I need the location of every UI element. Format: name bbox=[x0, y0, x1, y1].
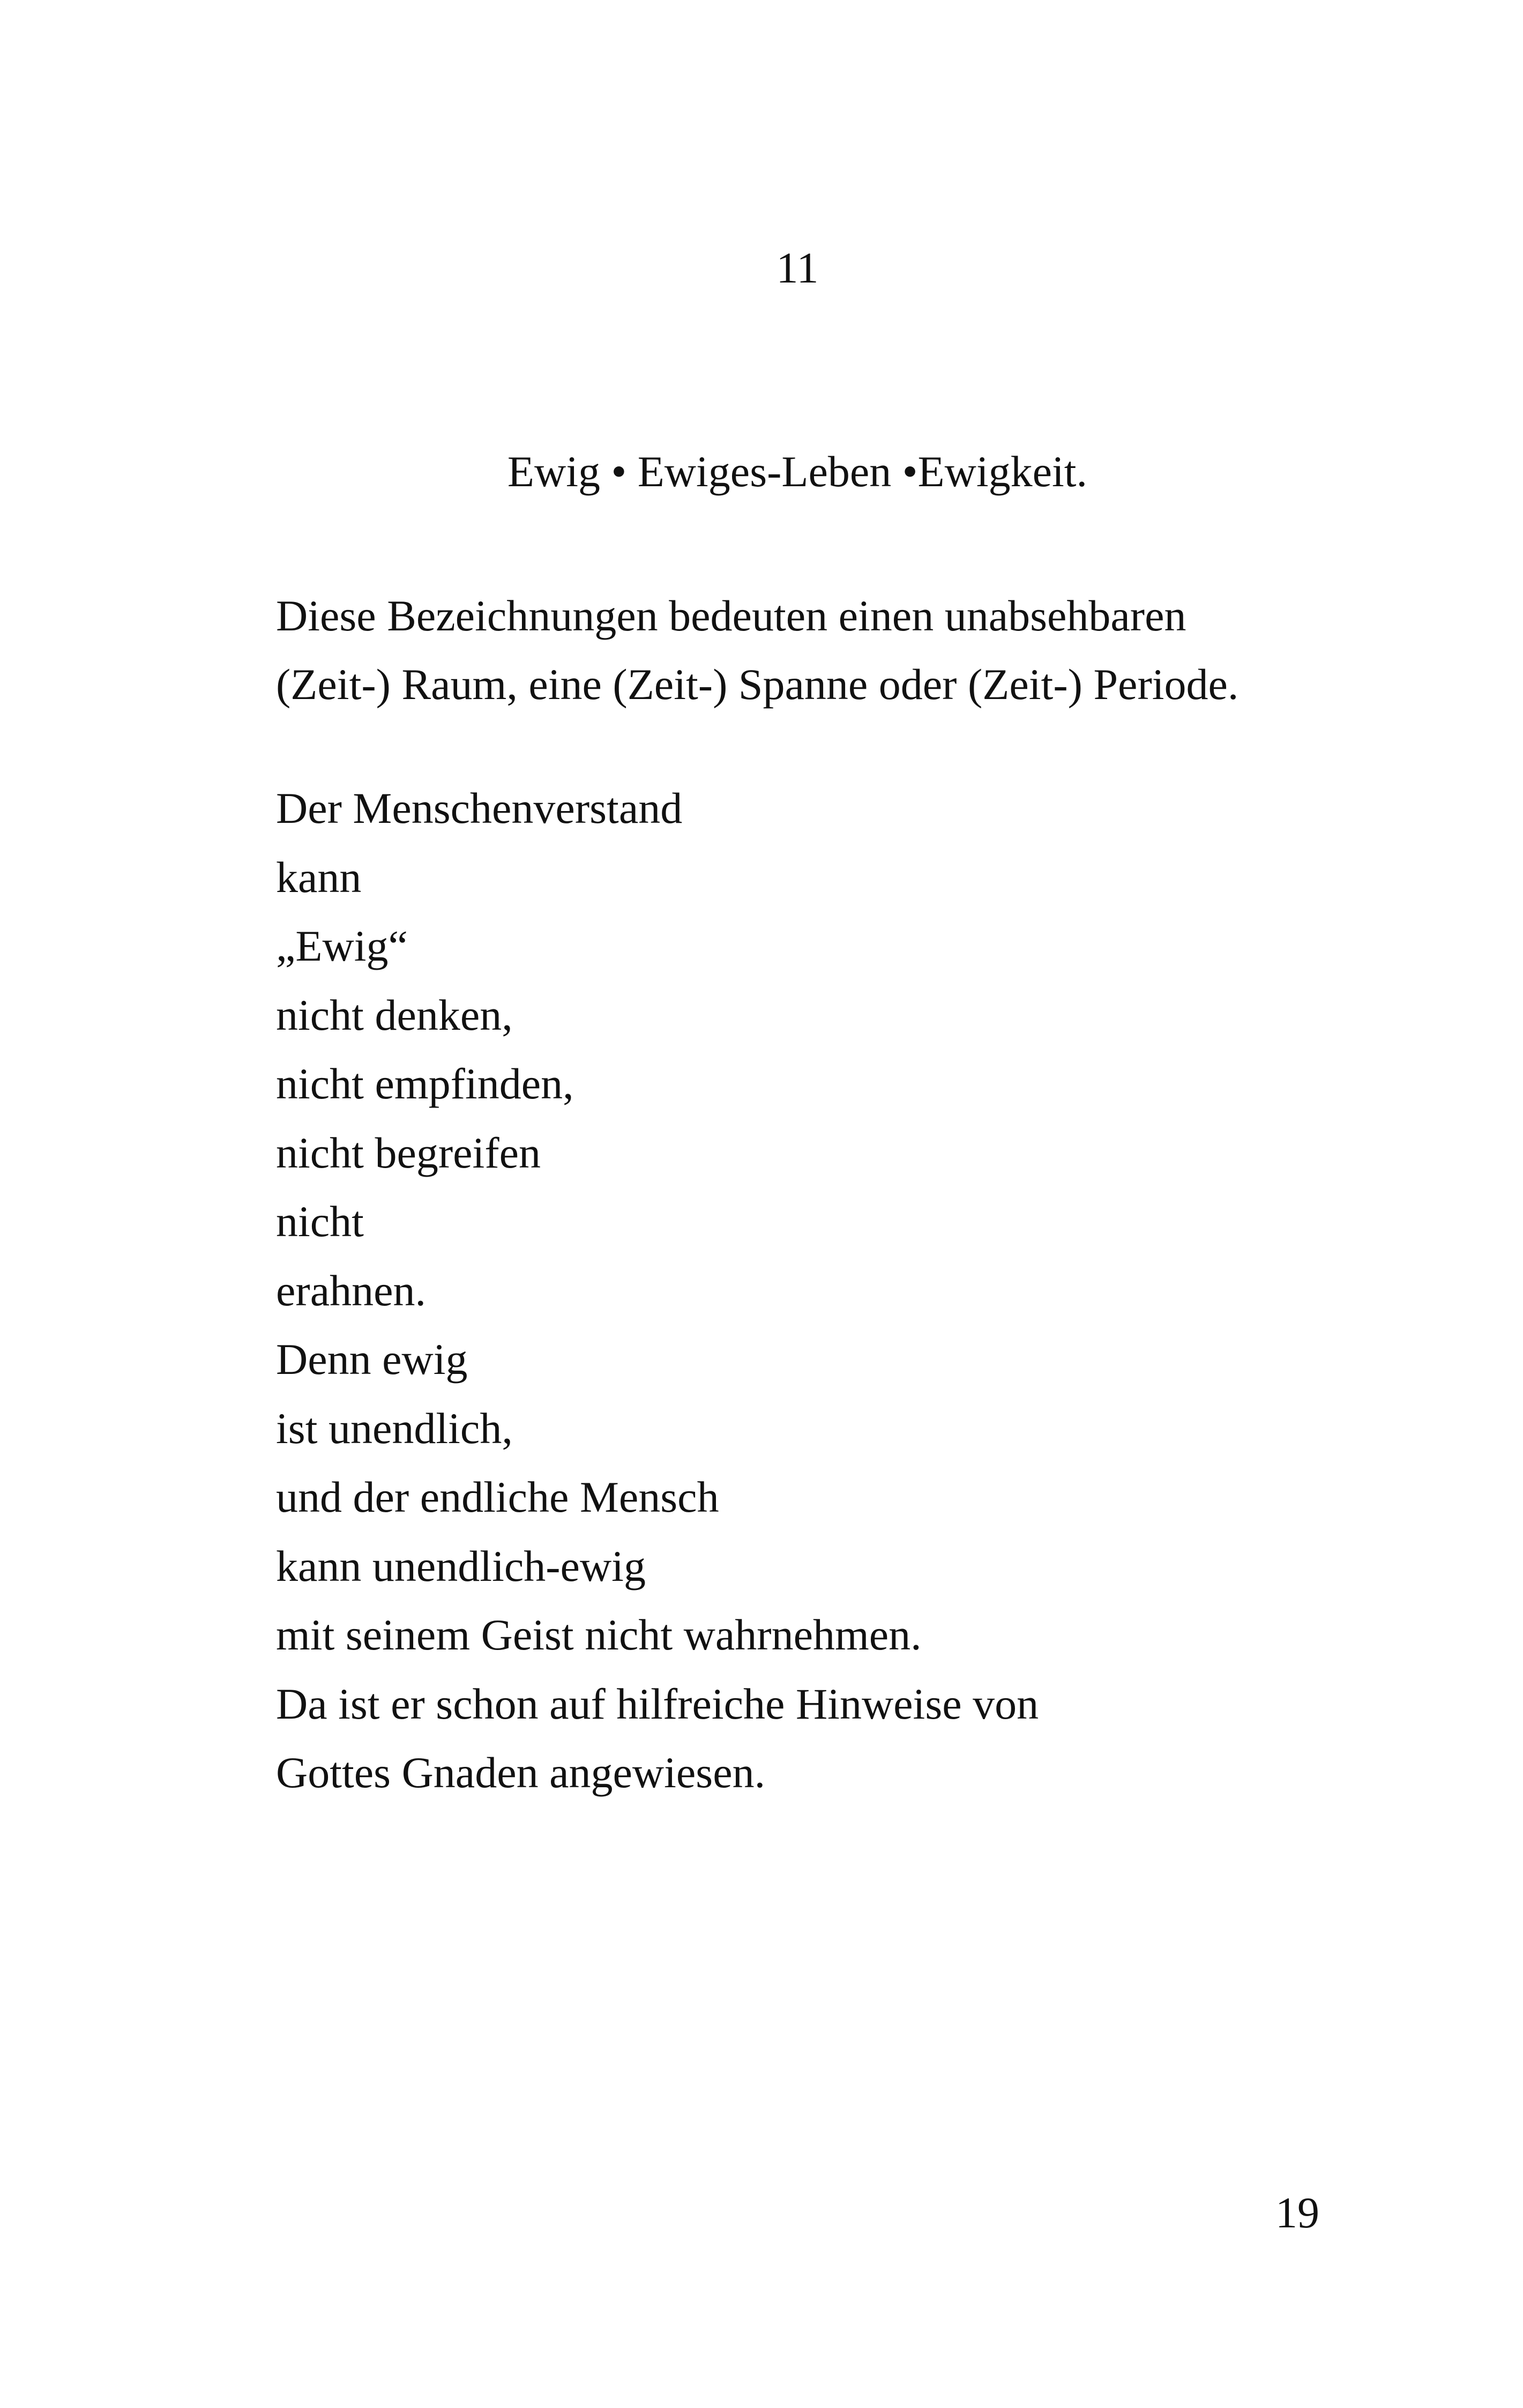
poem-line: Der Menschenverstand bbox=[276, 784, 683, 833]
poem-line: nicht denken, bbox=[276, 990, 513, 1039]
poem-line: nicht empfinden, bbox=[276, 1059, 574, 1108]
intro-line: Diese Bezeichnungen bedeuten einen unabsehbaren bbox=[276, 591, 1186, 640]
poem-line: und der endliche Mensch bbox=[276, 1473, 719, 1521]
section-heading: Ewig • Ewiges-Leben •Ewigkeit. bbox=[507, 447, 1088, 496]
poem-line: „Ewig“ bbox=[276, 921, 408, 970]
page-number: 19 bbox=[1275, 2188, 1319, 2237]
poem-line: nicht bbox=[276, 1197, 364, 1246]
poem-body bbox=[276, 774, 1401, 1808]
poem-line: nicht begreifen bbox=[276, 1128, 541, 1177]
poem-line: kann bbox=[276, 852, 362, 902]
poem-line: mit seinem Geist nicht wahrnehmen. bbox=[276, 1610, 922, 1659]
poem-line: Da ist er schon auf hilfreiche Hinweise von bbox=[276, 1679, 1039, 1728]
poem-line: Gottes Gnaden angewiesen. bbox=[276, 1748, 766, 1797]
poem-line: kann unendlich-ewig bbox=[276, 1541, 646, 1591]
intro-paragraph bbox=[276, 582, 1401, 719]
poem-line: Denn ewig bbox=[276, 1335, 468, 1384]
intro-line: (Zeit-) Raum, eine (Zeit-) Spanne oder (Zeit-) Periode. bbox=[276, 660, 1239, 709]
poem-line: erahnen. bbox=[276, 1266, 426, 1315]
poem-line: ist unendlich, bbox=[276, 1403, 513, 1453]
chapter-number: 11 bbox=[776, 243, 819, 292]
